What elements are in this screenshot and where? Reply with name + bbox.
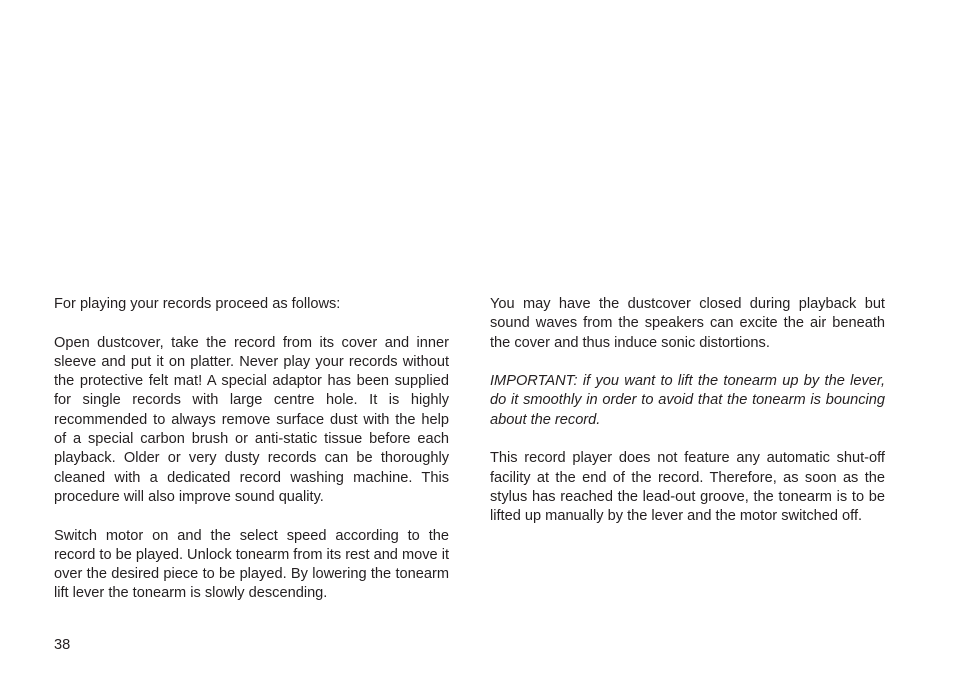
important-note: IMPORTANT: if you want to lift the tonearm up by the lever, do it smoothly in order to avoid that the tonearm is bouncing about the record. (490, 373, 885, 428)
shutoff-paragraph: This record player does not feature any automatic shut-off facility at the end of the record. Therefore, as soon as the stylus has reached the lead-out groove, the tonearm is to be lifted up manually by the lever and the motor switched off. (490, 450, 885, 525)
dustcover-platter-paragraph: Open dustcover, take the record from its cover and inner sleeve and put it on platter. Never play your records without the protective felt mat! A special adaptor has been supplied for single records with large centre hole. It is highly recommended to always remove surface dust with the help of a special carbon brush or anti-static tissue before each playback. Older or very dusty records can be thoroughly cleaned with a dedicated record washing machine. This procedure will also improve sound quality. (54, 334, 449, 505)
motor-speed-paragraph: Switch motor on and the select speed according to the record to be played. Unlock tonearm from its rest and move it over the desired piece to be played. By lowering the tonearm lift lever the tonearm is slowly descending. (54, 527, 450, 602)
intro-paragraph: For playing your records proceed as follows: (54, 296, 341, 312)
left-text-column (54, 295, 449, 604)
page-number: 38 (54, 637, 71, 653)
right-text-column (490, 295, 885, 527)
dustcover-playback-paragraph: You may have the dustcover closed during playback but sound waves from the speakers can excite the air beneath the cover and thus induce sonic distortions. (490, 296, 885, 351)
